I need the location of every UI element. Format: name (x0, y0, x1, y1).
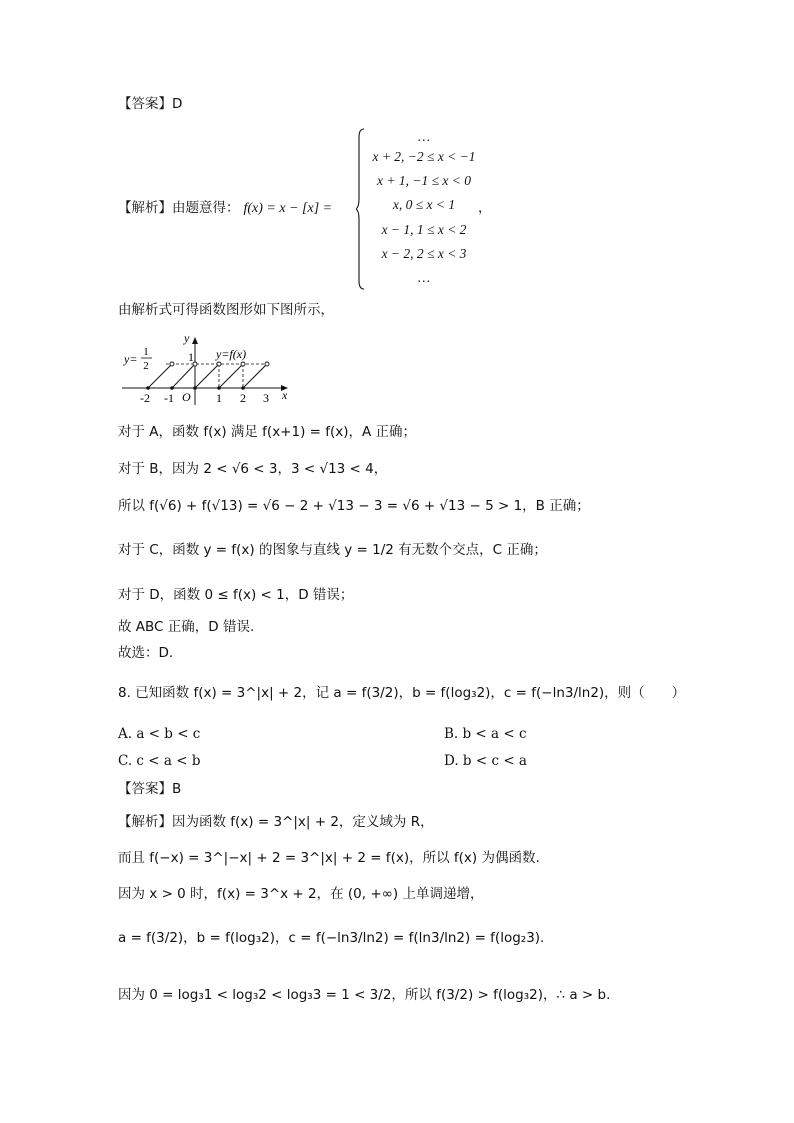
saw-segment (195, 364, 219, 388)
tick-label: -1 (164, 391, 174, 405)
solution-line-2: 而且 f(−x) = 3^|−x| + 2 = 3^|x| + 2 = f(x)，所以 f(x) 为偶函数. (118, 850, 540, 866)
question-number: 8. (118, 685, 131, 701)
closed-dot (217, 386, 221, 390)
case-row: x + 2, −2 ≤ x < −1 (372, 149, 476, 164)
case-row: … (417, 129, 430, 144)
func-label: y=f(x) (216, 347, 247, 361)
origin-label: O (182, 390, 191, 404)
y-half-eq-label: y= (124, 352, 138, 366)
closed-dot (146, 386, 150, 390)
open-dot (170, 362, 174, 366)
solution-line-1: 【解析】因为函数 f(x) = 3^|x| + 2，定义域为 R， (118, 814, 434, 830)
case-row: x + 1, −1 ≤ x < 0 (377, 173, 471, 188)
tick-label: -2 (140, 391, 150, 405)
saw-segment (172, 364, 195, 388)
solution-line-5: 因为 0 = log₃1 < log₃2 < log₃3 = 1 < 3/2，所以 f(3/2) > f(log₃2)，∴ a > b. (118, 987, 611, 1003)
option-c: C. c < a < b (118, 753, 201, 769)
solution-line-3: 因为 x > 0 时，f(x) = 3^x + 2，在 (0, +∞) 上单调递增， (118, 886, 484, 902)
question-text: 已知函数 f(x) = 3^|x| + 2，记 a = f(3/2)，b = f(log₃2)，c = f(−ln3/ln2)，则（ ） (135, 685, 686, 701)
case-row: x − 1, 1 ≤ x < 2 (381, 222, 467, 237)
open-dot (241, 362, 245, 366)
analysis-c: 对于 C，函数 y = f(x) 的图象与直线 y = 1/2 有无数个交点，C 正确； (118, 542, 547, 558)
analysis-a: 对于 A，函数 f(x) 满足 f(x+1) = f(x)，A 正确； (118, 424, 417, 440)
case-row: … (417, 270, 430, 285)
option-b: B. b < a < c (444, 726, 527, 742)
tick-label: 1 (216, 391, 222, 405)
open-dot (217, 362, 221, 366)
case-row: x − 2, 2 ≤ x < 3 (381, 246, 467, 261)
option-d: D. b < c < a (444, 753, 527, 769)
choice-1: 故选：D. (118, 645, 174, 661)
x-axis-label: x (282, 388, 288, 402)
piecewise-trail: ， (478, 200, 492, 216)
answer-label-2: 【答案】B (118, 781, 182, 797)
sawtooth-graph (118, 333, 298, 407)
analysis-b2: 所以 f(√6) + f(√13) = √6 − 2 + √13 − 3 = √6 + √13 − 5 > 1，B 正确； (118, 498, 590, 514)
open-dot (265, 362, 269, 366)
saw-segment (243, 364, 267, 388)
tick-label: 2 (240, 391, 246, 405)
saw-segment (219, 364, 243, 388)
question-8 (118, 683, 685, 703)
analysis-label: 【解析】由题意得： (118, 200, 240, 216)
y-axis-arrow-icon (192, 337, 198, 344)
analysis-d: 对于 D，函数 0 ≤ f(x) < 1，D 错误； (118, 587, 354, 603)
analysis-b: 对于 B，因为 2 < √6 < 3，3 < √13 < 4， (118, 461, 388, 477)
saw-segment (148, 364, 172, 388)
closed-dot (170, 386, 174, 390)
solution-line-4: a = f(3/2)，b = f(log₃2)，c = f(−ln3/ln2) = f(ln3/ln2) = f(log₂3). (118, 930, 545, 946)
closed-dot (193, 386, 197, 390)
case-row: x, 0 ≤ x < 1 (392, 197, 456, 212)
closed-dot (241, 386, 245, 390)
piecewise-cases (356, 127, 486, 291)
one-label: 1 (188, 350, 194, 364)
tick-label: 3 (263, 391, 269, 405)
answer-label-1: 【答案】D (118, 96, 183, 112)
conclusion: 故 ABC 正确，D 错误. (118, 619, 255, 635)
y-axis-label: y (184, 333, 190, 345)
analysis-piecewise-line (118, 198, 332, 219)
graph-intro: 由解析式可得函数图形如下图所示， (118, 302, 334, 318)
option-a: A. a < b < c (118, 726, 201, 742)
half-num: 1 (143, 346, 149, 358)
half-den: 2 (143, 360, 149, 372)
piecewise-lhs: f(x) = x − [x] = (243, 201, 333, 216)
